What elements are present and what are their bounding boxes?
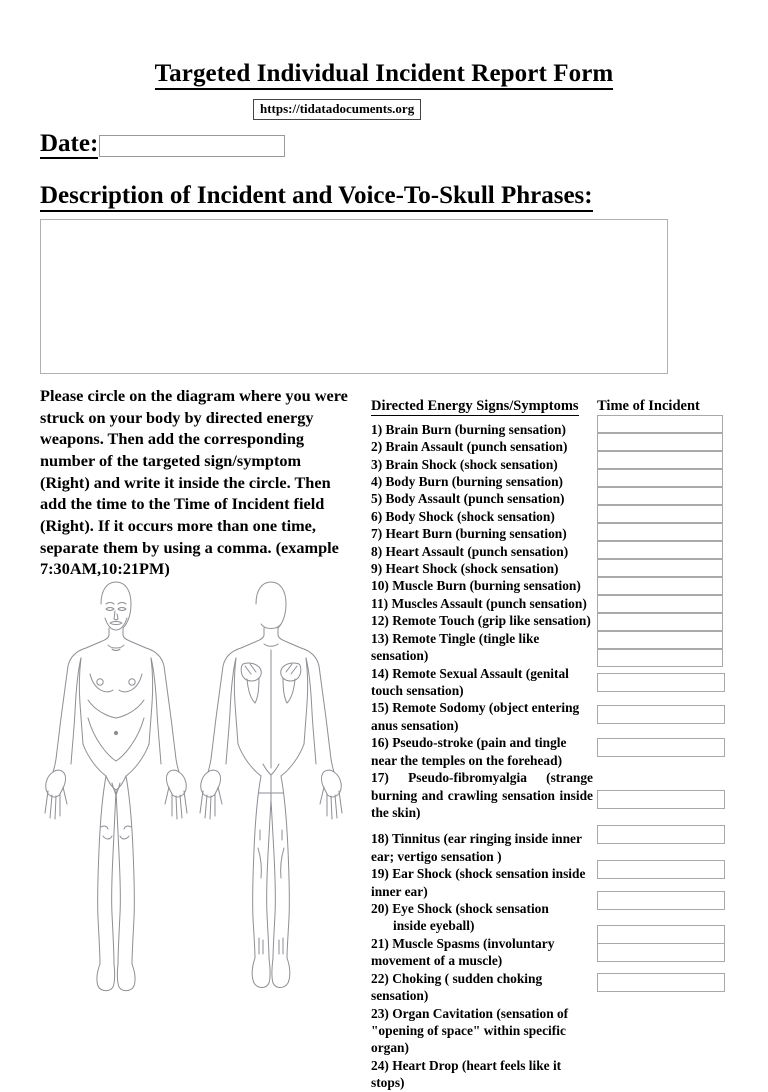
time-input-3[interactable] — [597, 451, 723, 469]
symptom-label-7: 7) Heart Burn (burning sensation) — [371, 526, 567, 542]
source-url-box — [253, 99, 421, 120]
time-input-13[interactable] — [597, 631, 723, 649]
symptom-label-20 — [371, 900, 593, 935]
description-textarea[interactable] — [40, 219, 668, 374]
symptom-label-4: 4) Body Burn (burning sensation) — [371, 473, 563, 489]
symptom-label-12: 12) Remote Touch (grip like sensation) — [371, 613, 591, 629]
symptom-label-10: 10) Muscle Burn (burning sensation) — [371, 578, 581, 594]
time-input-17[interactable] — [597, 738, 725, 757]
symptoms-column — [371, 397, 593, 1092]
time-input-24[interactable] — [597, 973, 725, 992]
symptom-label-21: 21) Muscle Spasms (involuntary movement of a muscle) — [371, 935, 555, 969]
symptom-label-8: 8) Heart Assault (punch sensation) — [371, 543, 569, 559]
symptom-label-2: 2) Brain Assault (punch sensation) — [371, 439, 568, 455]
human-body-front-diagram — [45, 582, 187, 991]
symptom-label-16: 16) Pseudo-stroke (pain and tingle near the temples on the forehead) — [371, 735, 567, 768]
body-diagrams — [28, 578, 358, 994]
symptoms-column-header: Directed Energy Signs/Symptoms — [371, 398, 579, 414]
symptom-label-20-line2: inside eyeball) — [393, 918, 475, 934]
page-title — [0, 60, 768, 88]
symptom-label-6: 6) Body Shock (shock sensation) — [371, 508, 555, 524]
time-input-22[interactable] — [597, 925, 725, 944]
time-input-11[interactable] — [597, 595, 723, 613]
page-title-text: Targeted Individual Incident Report Form — [155, 60, 614, 90]
symptom-label-18: 18) Tinnitus (ear ringing inside inner ear; vertigo sensation ) — [371, 831, 582, 864]
source-url-text: https://tidatadocuments.org — [260, 101, 415, 116]
date-row — [40, 131, 285, 159]
time-input-4[interactable] — [597, 469, 723, 487]
time-input-16[interactable] — [597, 705, 725, 724]
symptom-label-24: 24) Heart Drop (heart feels like it stops) — [371, 1057, 562, 1091]
time-input-9[interactable] — [597, 559, 723, 577]
symptom-label-20-line1: 20) Eye Shock (shock sensation — [371, 901, 549, 917]
symptom-label-9: 9) Heart Shock (shock sensation) — [371, 561, 559, 577]
symptom-label-13: 13) Remote Tingle (tingle like sensation) — [371, 630, 540, 664]
date-input[interactable] — [99, 135, 285, 157]
time-input-1[interactable] — [597, 415, 723, 433]
human-body-back-diagram — [200, 582, 342, 988]
symptom-label-19: 19) Ear Shock (shock sensation inside inner ear) — [371, 866, 586, 899]
time-input-5[interactable] — [597, 487, 723, 505]
instructions-text: Please circle on the diagram where you were struck on your body by directed energy weapons. Then add the corresponding number of the targeted sign/symptom (Right) and write it inside the circle. Then add the time to the Time of Incident field (Right). If it occurs more than one time, separate them by using a comma. (example 7:30AM,10:21PM) — [40, 386, 348, 579]
symptom-label-14: 14) Remote Sexual Assault (genital touch sensation) — [371, 665, 569, 698]
time-input-15[interactable] — [597, 673, 725, 692]
time-input-23[interactable] — [597, 943, 725, 962]
symptom-label-22: 22) Choking ( sudden choking sensation) — [371, 970, 543, 1004]
time-input-2[interactable] — [597, 433, 723, 451]
time-input-12[interactable] — [597, 613, 723, 631]
symptom-label-23: 23) Organ Cavitation (sensation of "opening of space" within specific organ) — [371, 1005, 569, 1056]
time-input-21[interactable] — [597, 891, 725, 910]
description-heading — [40, 182, 593, 210]
time-input-18[interactable] — [597, 790, 725, 809]
body-diagram-svg[interactable] — [28, 578, 358, 994]
symptom-label-5: 5) Body Assault (punch sensation) — [371, 491, 565, 507]
time-input-20[interactable] — [597, 860, 725, 879]
time-input-19[interactable] — [597, 825, 725, 844]
symptom-label-11: 11) Muscles Assault (punch sensation) — [371, 595, 587, 611]
time-input-8[interactable] — [597, 541, 723, 559]
time-input-10[interactable] — [597, 577, 723, 595]
date-label: Date: — [40, 131, 98, 159]
time-of-incident-header: Time of Incident — [597, 398, 700, 414]
description-heading-text: Description of Incident and Voice-To-Skull Phrases: — [40, 182, 593, 212]
symptom-label-15: 15) Remote Sodomy (object entering anus sensation) — [371, 700, 580, 733]
symptom-label-17: 17) Pseudo-fibromyalgia (strange burning and crawling sensation inside the skin) — [371, 770, 593, 820]
time-input-7[interactable] — [597, 523, 723, 541]
symptom-label-1: 1) Brain Burn (burning sensation) — [371, 421, 566, 437]
symptom-label-3: 3) Brain Shock (shock sensation) — [371, 456, 558, 472]
time-input-6[interactable] — [597, 505, 723, 523]
time-input-14[interactable] — [597, 649, 723, 667]
